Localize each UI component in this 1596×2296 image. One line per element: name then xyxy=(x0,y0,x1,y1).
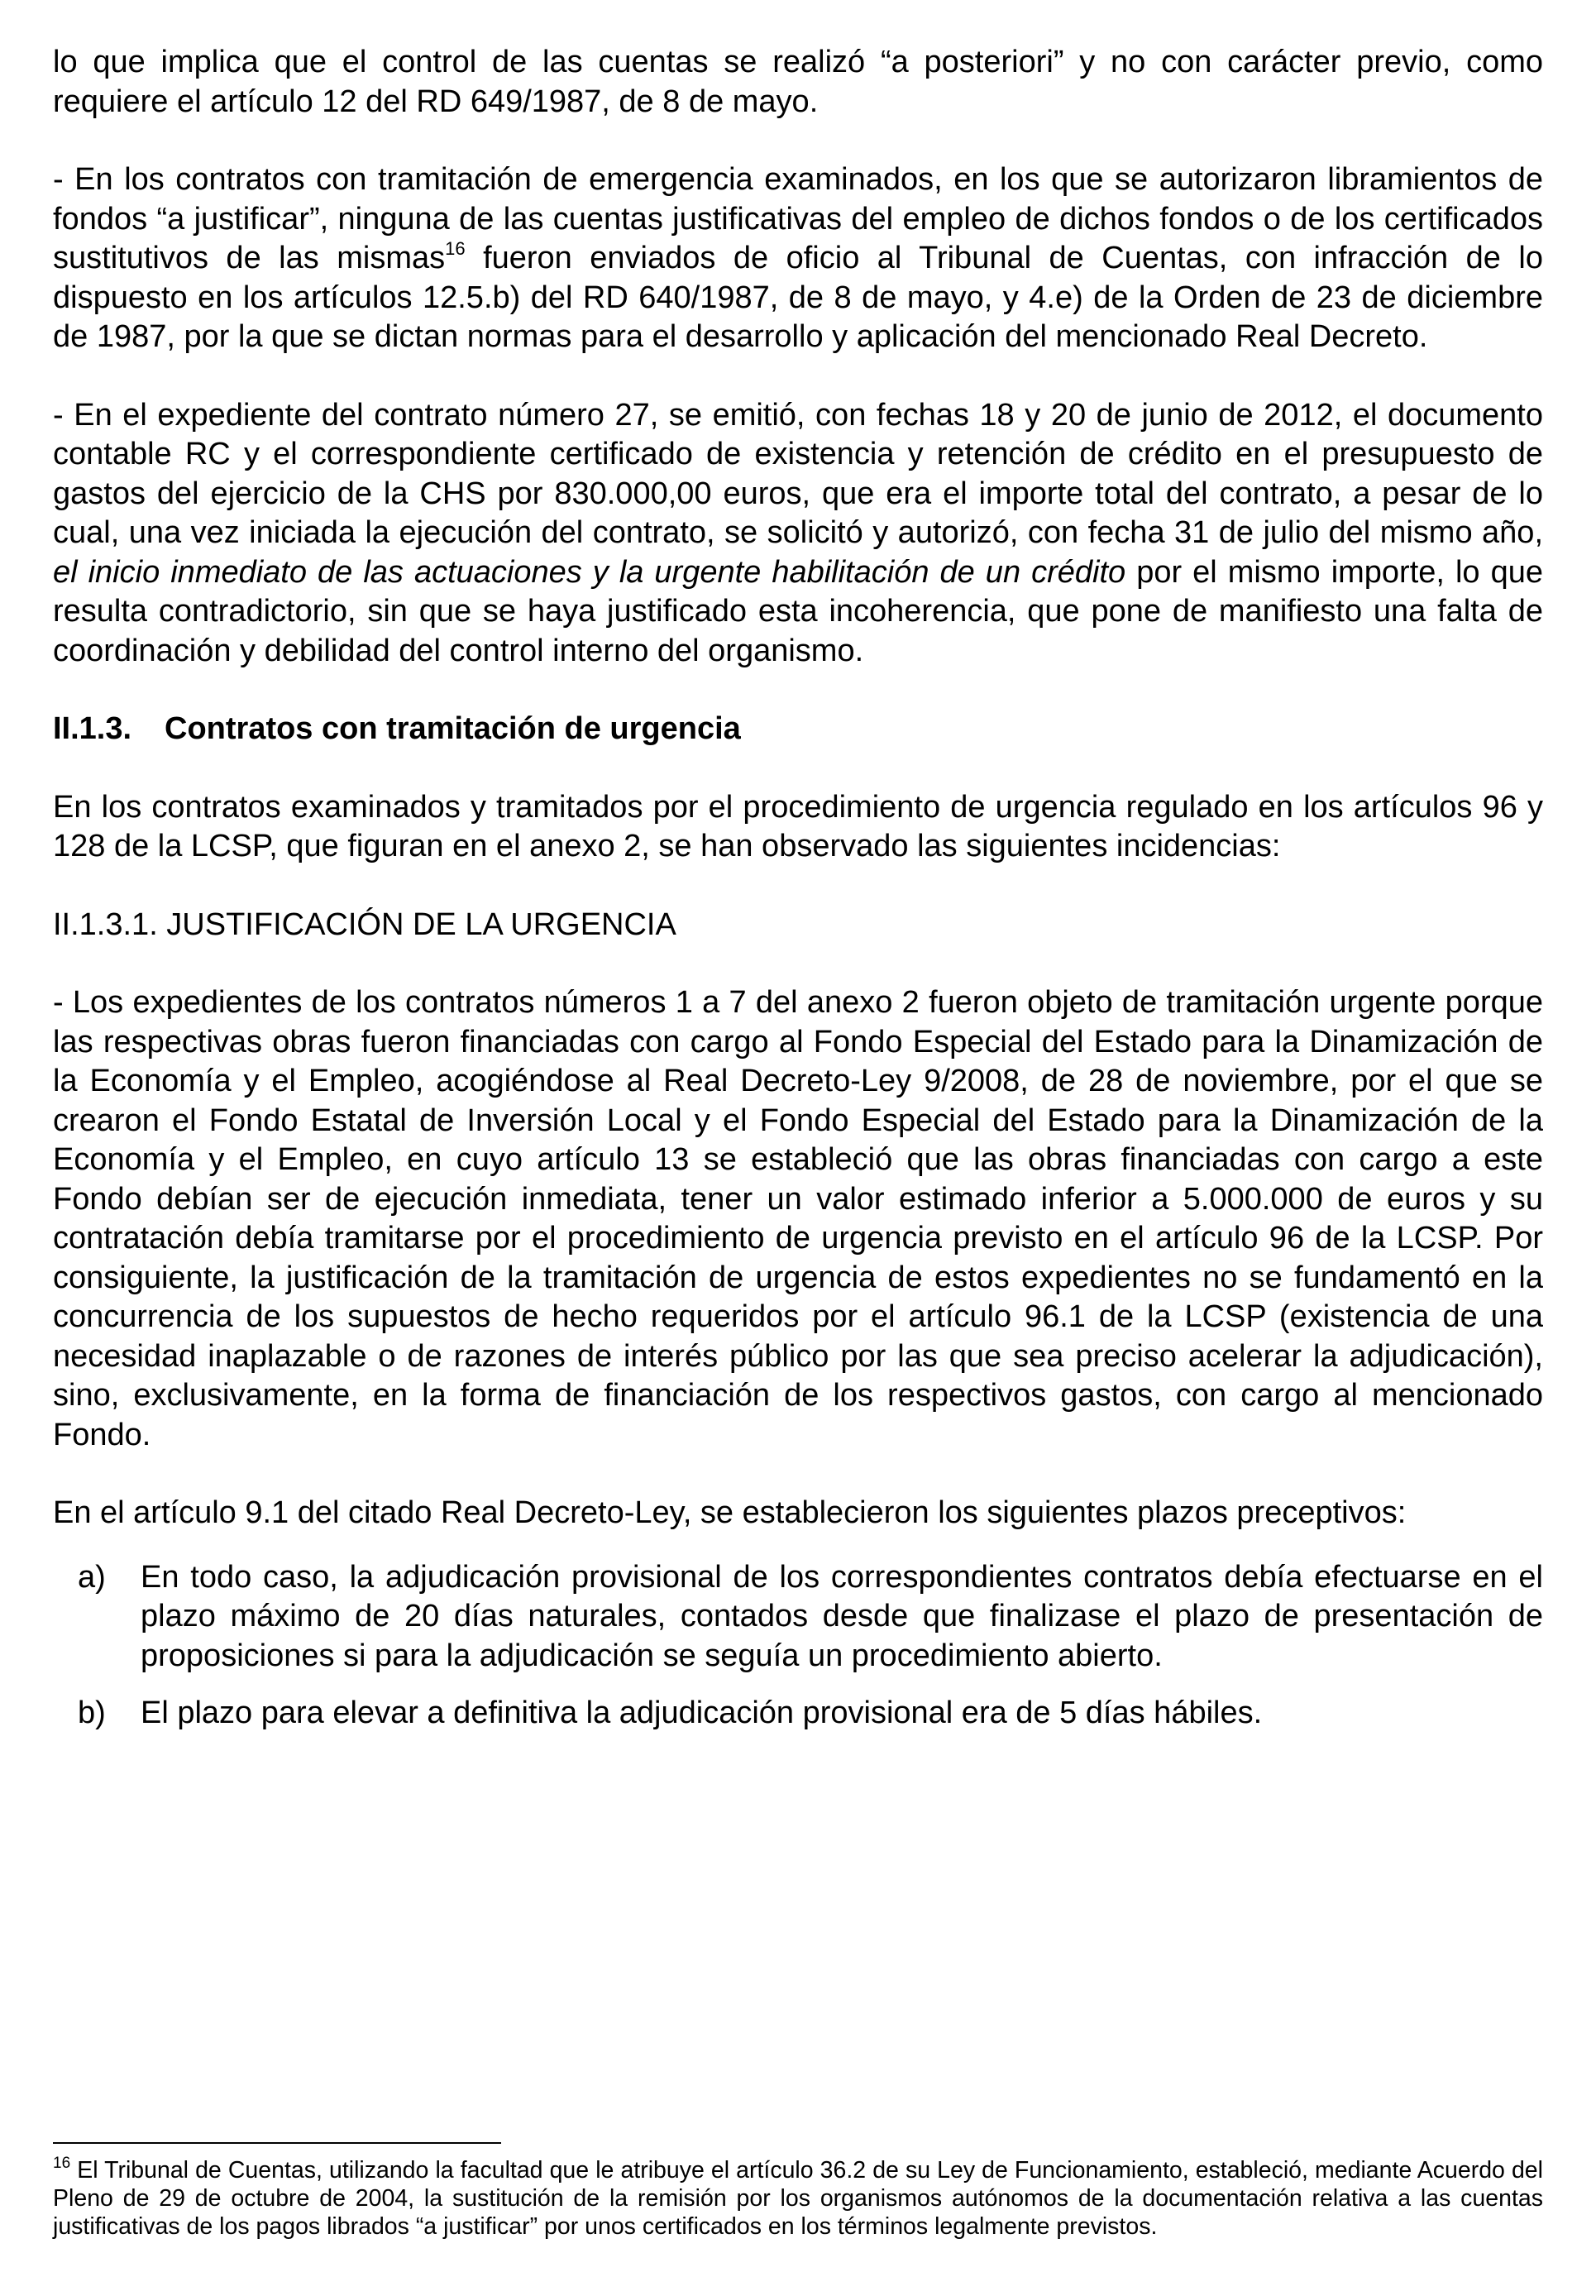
list-marker: a) xyxy=(78,1559,106,1595)
section-title: Contratos con tramitación de urgencia xyxy=(165,711,741,746)
paragraph-text: En los contratos examinados y tramitados por el procedimiento de urgencia regulado en los artículos 96 y 128 de la LCSP, que figuran en el anexo 2, se han observado las siguientes incidencias: xyxy=(53,789,1543,863)
paragraph-control-cuentas xyxy=(53,43,1543,122)
paragraph-urgencia-intro xyxy=(53,788,1543,867)
section-number: II.1.3. xyxy=(53,711,132,746)
footnote-reference[interactable]: 16 xyxy=(445,238,466,259)
footnote-text: El Tribunal de Cuentas, utilizando la facultad que le atribuye el artículo 36.2 de su Ley de Funcionamiento, estableció, mediante Acuerdo del Pleno de 29 de octubre de 2004, la sustitución de la remisión por los organismos autónomos de la documentación relativa a las cuentas justificativas de los pagos librados “a justificar” por unos certificados en los términos legalmente previstos. xyxy=(53,2157,1543,2240)
paragraph-contrato-27 xyxy=(53,396,1543,672)
footnote-number: 16 xyxy=(53,2155,71,2172)
subsection-heading: II.1.3.1. JUSTIFICACIÓN DE LA URGENCIA xyxy=(53,906,676,942)
paragraph-text-continued: fueron enviados de oficio al Tribunal de Cuentas, con infracción de lo dispuesto en los artículos 12.5.b) del RD 640/1987, de 8 de mayo, y 4.e) de la Orden de 23 de diciembre de 1987, por la que se dictan normas para el desarrollo y aplicación del mencionado Real Decreto. xyxy=(53,241,1543,354)
footnote-separator xyxy=(53,2142,501,2144)
list-item xyxy=(53,1694,1543,1734)
list-item-text: En todo caso, la adjudicación provisional de los correspondientes contratos debía efectuarse en el plazo máximo de 20 días naturales, contados desde que finalizase el plazo de presentación de proposiciones si para la adjudicación se seguía un procedimiento abierto. xyxy=(141,1559,1543,1673)
paragraph-text: - En el expediente del contrato número 27, se emitió, con fechas 18 y 20 de junio de 2012, el documento contable RC y el correspondiente certificado de existencia y retención de crédito en el presupuesto de gastos del ejercicio de la CHS por 830.000,00 euros, que era el importe total del contrato, a pesar de lo cual, una vez iniciada la ejecución del contrato, se solicitó y autorizó, con fecha 31 de julio del mismo año, xyxy=(53,397,1543,550)
list-marker: b) xyxy=(78,1696,106,1730)
paragraph-emergencia xyxy=(53,160,1543,357)
paragraph-text: - Los expedientes de los contratos números 1 a 7 del anexo 2 fueron objeto de tramitación urgente porque las respectivas obras fueron financiadas con cargo al Fondo Especial del Estado para la Dinamización de la Economía y el Empleo, acogiéndose al Real Decreto-Ley 9/2008, de 28 de noviembre, por el que se crearon el Fondo Estatal de Inversión Local y el Fondo Especial del Estado para la Dinamización de la Economía y el Empleo, en cuyo artículo 13 se estableció que las obras financiadas con cargo a este Fondo debían ser de ejecución inmediata, tener un valor estimado inferior a 5.000.000 de euros y su contratación debía tramitarse por el procedimiento de urgencia previsto en el artículo 96 de la LCSP. Por consiguiente, la justificación de la tramitación de urgencia de estos expedientes no se fundamentó en la concurrencia de los supuestos de hecho requeridos por el artículo 96.1 de la LCSP (existencia de una necesidad inaplazable o de razones de interés público por las que sea preciso acelerar la adjudicación), sino, exclusivamente, en la forma de financiación de los respectivos gastos, con cargo al mencionado Fondo. xyxy=(53,985,1543,1452)
footnote xyxy=(53,2156,1543,2241)
list-item xyxy=(53,1558,1543,1677)
paragraph-text-continued: por el mismo importe, lo que resulta contradictorio, sin que se haya justificado esta incoherencia, que pone de manifiesto una falta de coordinación y debilidad del control interno del organismo. xyxy=(53,554,1543,668)
paragraph-plazos xyxy=(53,1494,1543,1533)
paragraph-text: En el artículo 9.1 del citado Real Decreto-Ley, se establecieron los siguientes plazos preceptivos: xyxy=(53,1495,1407,1530)
paragraph-text: lo que implica que el control de las cuentas se realizó “a posteriori” y no con carácter previo, como requiere el artículo 12 del RD 649/1987, de 8 de mayo. xyxy=(53,45,1543,119)
italic-quote: el inicio inmediato de las actuaciones y la urgente habilitación de un crédito xyxy=(53,554,1126,590)
document-body xyxy=(53,43,1543,1752)
paragraph-text: - En los contratos con tramitación de emergencia examinados, en los que se autorizaron libramientos de fondos “a justificar”, ninguna de las cuentas justificativas del empleo de dichos fondos o de los certificados sustitutivos de las mismas xyxy=(53,162,1543,275)
paragraph-expedientes xyxy=(53,983,1543,1455)
list-item-text: El plazo para elevar a definitiva la adjudicación provisional era de 5 días hábiles. xyxy=(141,1696,1263,1730)
section-heading xyxy=(53,710,1543,749)
